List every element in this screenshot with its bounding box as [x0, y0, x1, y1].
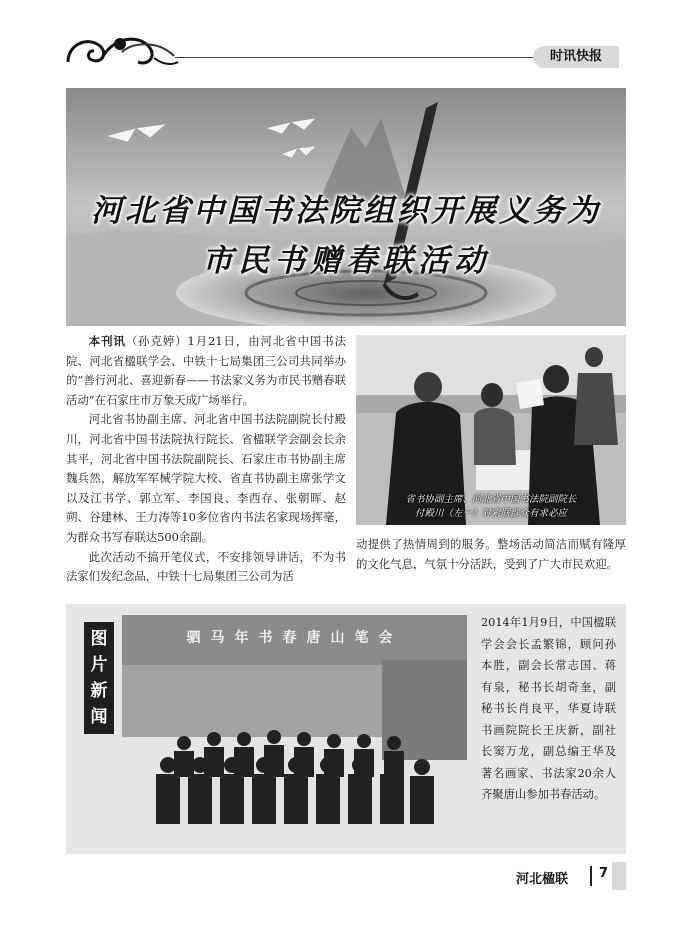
photo-news-label: 图片新闻	[84, 622, 114, 734]
calligraphy-event-photo	[356, 335, 626, 525]
group-photo	[122, 615, 467, 843]
article-paragraph-2: 河北省书协副主席、河北省中国书法院副院长付殿川，河北省中国书法院执行院长、省楹联学会副会长余其平，河北省中国书法院副院长、石家庄市书协副主席魏兵然，解放军军械学院大校、省直书协副主席张学文以及江书学、郭立军、李国良、李西存、张朝晖、赵朔、谷建林、王力涛等10多位省内书法名家现场挥毫，为群众书写春联达500余副。	[66, 412, 346, 544]
article-paragraph-3: 此次活动不搞开笔仪式，不安排领导讲话，不为书法家们发纪念品，中铁十七局集团三公司为活	[66, 549, 346, 584]
article-paragraph-1	[66, 332, 346, 410]
photo-caption-line-1: 省书协副主席、河北省中国书法院副院长	[405, 494, 577, 505]
article-paragraph-1-body: （孙克婷）1月21日，由河北省中国书法院、河北省楹联学会、中铁十七局集团三公司共同举办的“善行河北、喜迎新春——书法家义务为市民书赠春联活动”在石家庄市万象天成广场举行。	[66, 334, 346, 407]
header-rule	[175, 57, 535, 58]
headline-banner	[66, 88, 626, 326]
article-right-column	[356, 535, 626, 574]
group-photo-banner-text: 驷马年书春唐山笔会	[186, 630, 403, 646]
photo-caption	[356, 493, 626, 521]
footer-divider	[590, 866, 592, 886]
article-lead-label: 本刊讯	[88, 334, 126, 348]
article-left-column	[66, 332, 346, 587]
footer-tab	[612, 862, 626, 890]
magazine-name: 河北楹联	[516, 872, 569, 887]
photo-caption-line-2: 付殿川（左一）对索联群众有求必应	[414, 508, 567, 519]
section-tag: 时讯快报	[533, 46, 619, 68]
group-photo-illustration	[122, 615, 467, 843]
headline-line-1: 河北省中国书法院组织开展义务为	[91, 193, 601, 229]
photo-news-text: 2014年1月9日，中国楹联学会会长孟繁锦，顾问孙本胜，副会长常志国、蒋有泉，秘书长胡奇奎，副秘书长肖良平，华夏诗联书画院院长王庆新，副社长窦万龙，副总编王华及著名画家、书法家20余人齐聚唐山参加书春活动。	[481, 616, 616, 801]
header-ornament-icon	[62, 22, 182, 74]
page-number: 7	[599, 866, 609, 881]
article-paragraph-3-continued: 动提供了热情周到的服务。整场活动简洁而赋有隆厚的文化气息，气氛十分活跃，受到了广大市民欢迎。	[356, 537, 626, 571]
headline-line-2: 市民书赠春联活动	[202, 243, 490, 279]
